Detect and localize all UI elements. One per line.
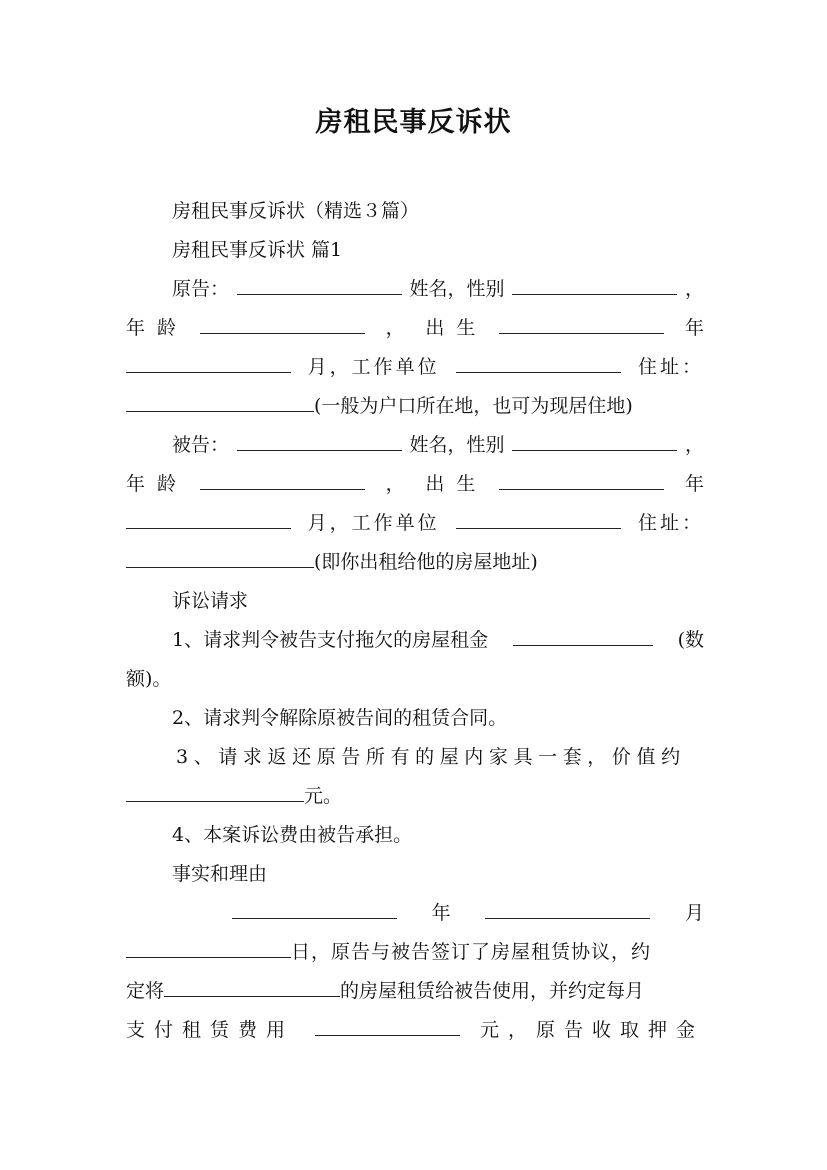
- month-blank: [485, 898, 650, 919]
- facts-text-3b: 的房屋租赁给被告使用，并约定每月: [340, 980, 645, 1002]
- born-label: 出 生: [425, 317, 479, 339]
- facts-text-2: 日，原告与被告签订了房屋租赁协议，约: [291, 941, 652, 963]
- defendant-line-4: [126, 547, 704, 577]
- year-blank: [232, 898, 397, 919]
- claim-1-text: 1、请求判令被告支付拖欠的房屋租金: [172, 629, 489, 651]
- claim-2: 2、请求判令解除原被告间的租赁合同。: [172, 707, 508, 729]
- defendant-line-1: [172, 430, 704, 460]
- defendant-label: 被告：: [172, 434, 230, 456]
- facts-line-4: [126, 1015, 704, 1045]
- plaintiff-label: 原告：: [172, 278, 230, 300]
- claims-heading: 诉讼请求: [172, 590, 249, 612]
- work-unit-blank: [456, 352, 621, 373]
- address-note: (一般为户口所在地，也可为现居住地): [314, 395, 633, 417]
- month-blank: [126, 352, 291, 373]
- claim-1-continued: 额)。: [126, 668, 172, 690]
- plaintiff-line-4: [126, 391, 704, 421]
- year-label: 年: [684, 317, 704, 339]
- claim-1-note: (数: [677, 629, 704, 651]
- age-blank: [200, 469, 365, 490]
- comma: ，: [385, 317, 405, 339]
- day-blank: [126, 937, 291, 958]
- claim-3-continued: [126, 781, 704, 811]
- plaintiff-line-1: [172, 274, 704, 304]
- age-blank: [200, 313, 365, 334]
- facts-line-3: [126, 976, 704, 1006]
- month-work-label: 月，工作单位: [307, 512, 440, 534]
- facts-line-2: [126, 937, 704, 967]
- defendant-line-3: [126, 508, 704, 538]
- facts-text-4a: 支付租赁费用: [126, 1019, 295, 1041]
- facts-line-1: [232, 898, 704, 928]
- document-subtitle: 房租民事反诉状（精选３篇）: [172, 200, 420, 222]
- address-label: 住址：: [637, 356, 704, 378]
- born-blank: [499, 313, 664, 334]
- comma: ，: [385, 473, 405, 495]
- plaintiff-sex-blank: [512, 274, 677, 295]
- property-blank: [164, 976, 340, 997]
- comma: ，: [684, 278, 704, 300]
- facts-heading: 事实和理由: [172, 863, 268, 885]
- defendant-blank: [237, 430, 402, 451]
- facts-text-3a: 定将: [126, 980, 165, 1002]
- address-note: (即你出租给他的房屋地址): [314, 551, 538, 573]
- claim-3: 3、请求返还原告所有的屋内家具一套，价值约: [176, 746, 686, 768]
- plaintiff-blank: [237, 274, 402, 295]
- claim-1: [172, 625, 704, 655]
- month-work-label: 月，工作单位: [307, 356, 440, 378]
- month-label: 月: [684, 902, 704, 924]
- month-blank: [126, 508, 291, 529]
- plaintiff-name-sex: 姓名，性别: [409, 278, 505, 300]
- defendant-line-2: [126, 469, 704, 499]
- address-label: 住址：: [637, 512, 704, 534]
- address-blank: [126, 391, 314, 412]
- year-label: 年: [684, 473, 704, 495]
- age-label: 年 龄: [126, 317, 180, 339]
- comma: ，: [684, 434, 704, 456]
- defendant-sex-blank: [512, 430, 677, 451]
- defendant-name-sex: 姓名，性别: [409, 434, 505, 456]
- rent-fee-blank: [315, 1015, 460, 1036]
- born-label: 出 生: [425, 473, 479, 495]
- address-blank: [126, 547, 314, 568]
- plaintiff-line-3: [126, 352, 704, 382]
- part-heading: 房租民事反诉状 篇1: [172, 239, 343, 261]
- born-blank: [499, 469, 664, 490]
- work-unit-blank: [456, 508, 621, 529]
- document-title: 房租民事反诉状: [315, 107, 512, 138]
- year-label: 年: [431, 902, 451, 924]
- age-label: 年 龄: [126, 473, 180, 495]
- plaintiff-line-2: [126, 313, 704, 343]
- claim-3-unit: 元。: [304, 785, 343, 807]
- claim-4: 4、本案诉讼费由被告承担。: [172, 824, 413, 846]
- rent-amount-blank: [513, 625, 653, 646]
- facts-text-4b: 元，原告收取押金: [479, 1019, 704, 1041]
- value-blank: [126, 781, 304, 802]
